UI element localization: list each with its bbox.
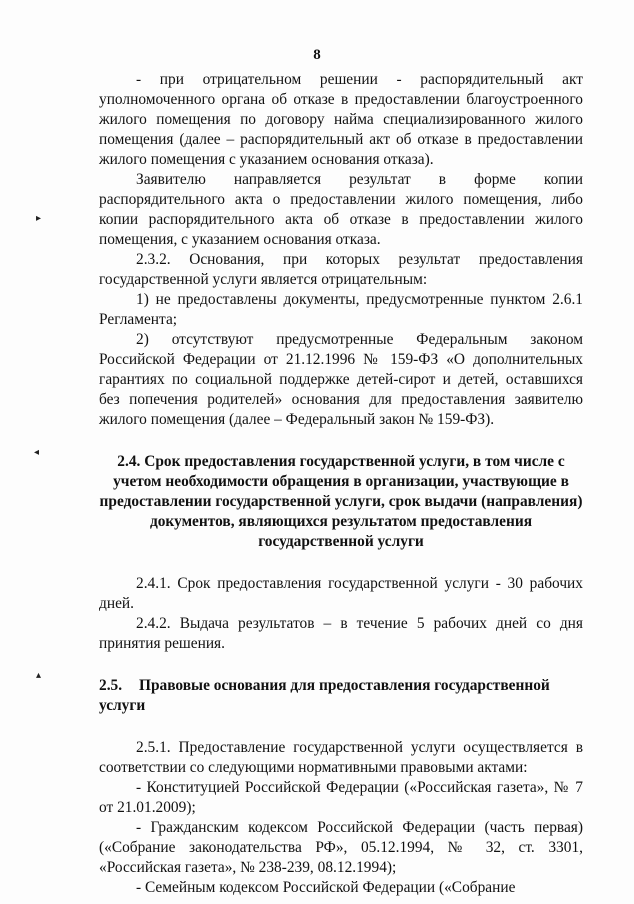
margin-mark: ◂ <box>34 447 40 458</box>
section-number: 2.4. <box>117 453 141 470</box>
section-number: 2.5. <box>99 677 123 694</box>
paragraph: 1) не предоставлены документы, предусмотренные пунктом 2.6.1 Регламента; <box>99 291 583 328</box>
margin-mark: ▴ <box>36 670 42 681</box>
document-body <box>99 70 583 898</box>
paragraph: 2.5.1. Предоставление государственной услуги осуществляется в соответствии со следующими нормативными правовыми актами: <box>99 739 583 776</box>
section-title: Правовые основания для предоставления государственной услуги <box>99 677 550 714</box>
paragraph: - при отрицательном решении - распорядительный акт уполномоченного органа об отказе в предоставлении благоустроенного жилого помещения по договору найма специализированного жилого помещения (далее – распорядительный акт об отказе в предоставлении жилого помещения с указанием основания отказа). <box>99 71 583 168</box>
margin-mark: ▸ <box>36 213 42 224</box>
paragraph: - Семейным кодексом Российской Федерации («Собрание <box>136 879 516 896</box>
paragraph: 2.3.2. Основания, при которых результат предоставления государственной услуги является отрицательным: <box>99 251 583 288</box>
paragraph: - Гражданским кодексом Российской Федерации (часть первая) («Собрание законодательства РФ», 05.12.1994, № 32, ст. 3301, «Российская газета», № 238-239, 08.12.1994); <box>99 819 583 876</box>
paragraph: 2.4.2. Выдача результатов – в течение 5 рабочих дней со дня принятия решения. <box>99 615 583 652</box>
page-number: 8 <box>313 47 321 63</box>
paragraph: Заявителю направляется результат в форме копии распорядительного акта о предоставлении жилого помещения, либо копии распорядительного акта об отказе в предоставлении жилого помещения, с указанием основания отказа. <box>99 171 583 248</box>
paragraph: 2.4.1. Срок предоставления государственной услуги - 30 рабочих дней. <box>99 575 583 612</box>
paragraph: 2) отсутствуют предусмотренные Федеральным законом Российской Федерации от 21.12.1996 № 159-ФЗ «О дополнительных гарантиях по социальной поддержке детей-сирот и детей, оставшихся без попечения родителей» основания для предоставления заявителю жилого помещения (далее – Федеральный закон № 159-ФЗ). <box>99 331 583 428</box>
section-title: Срок предоставления государственной услуги, в том числе с учетом необходимости обращения в организации, участвующие в предоставлении государственной услуги, срок выдачи (направления) документов, являющихся результатом предоставления государственной услуги <box>99 453 583 550</box>
section-heading-2-5 <box>99 676 583 716</box>
section-heading-2-4 <box>99 452 583 552</box>
paragraph: - Конституцией Российской Федерации («Российская газета», № 7 от 21.01.2009); <box>99 779 583 816</box>
